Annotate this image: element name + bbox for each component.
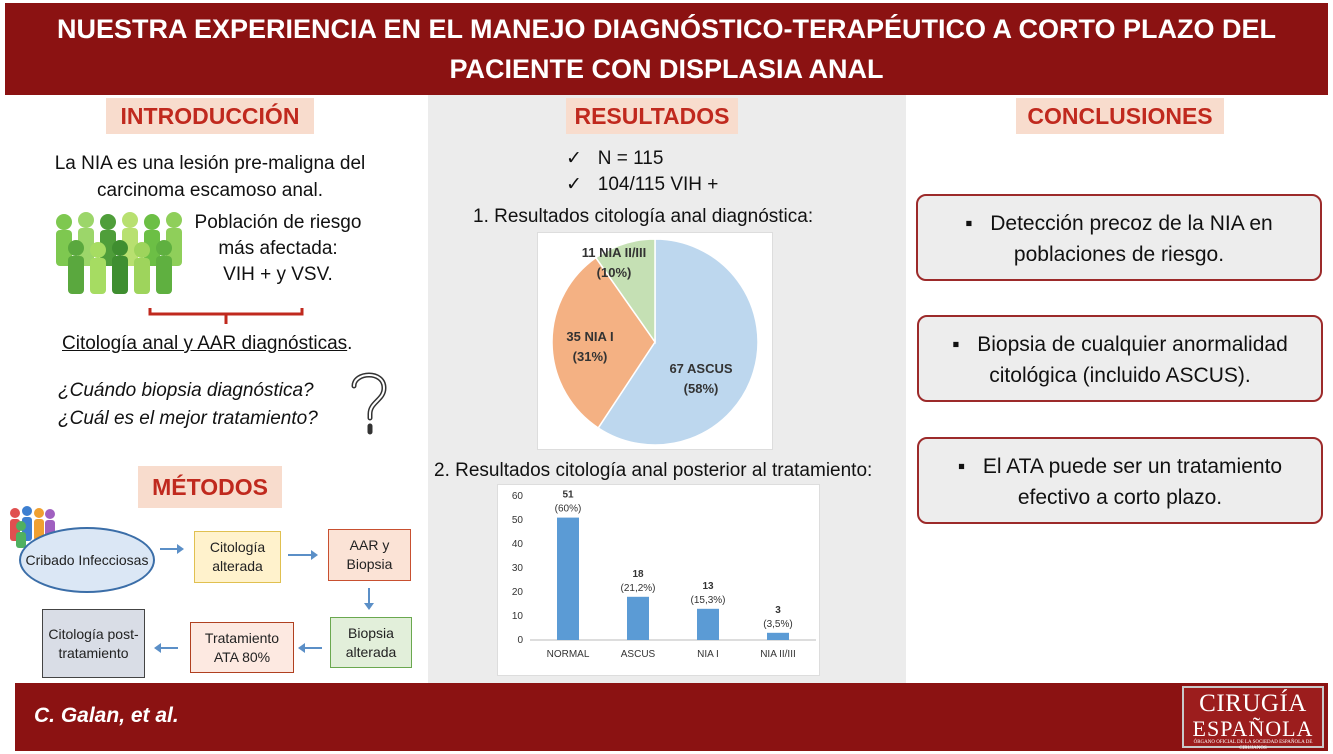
conclusion-3-line1 [919,451,1321,482]
logo-line1: CIRUGÍA [1199,690,1307,717]
arrow-2 [288,554,316,556]
conclusion-1-line1 [918,208,1320,239]
vih-line [566,172,718,198]
bar-percent-label: (3,5%) [763,618,793,630]
intro-questions [58,377,318,433]
bracket-connector [148,306,304,326]
intro-text [20,150,400,204]
check-icon: ✓ [566,148,582,169]
results-summary [566,146,718,198]
poster-footer [15,683,1328,751]
pie-label: 35 NIA I [566,329,614,344]
x-tick-label: NIA II/III [760,649,796,660]
bar [767,633,789,640]
bar-value-label: 18 [632,568,644,580]
bar-chart-panel [497,484,820,676]
arrow-3 [368,588,370,608]
poster-title-line1: NUESTRA EXPERIENCIA EN EL MANEJO DIAGNÓSTICO-TERAPÉUTICO A CORTO PLAZO DEL [56,14,1277,44]
bullet-icon: ▪ [957,455,966,478]
pie-label: 11 NIA II/III [581,245,647,260]
y-tick-label: 10 [511,611,523,622]
cyto-text: Citología anal y AAR diagnósticas [62,333,348,354]
bar-percent-label: (21,2%) [620,582,656,594]
bar [557,518,579,640]
authors: C. Galan, et al. [34,704,179,727]
x-tick-label: ASCUS [620,649,656,660]
bullet-icon: ▪ [965,212,973,235]
y-tick-label: 0 [517,635,523,646]
question-2: ¿Cuál es el mejor tratamiento? [58,408,318,429]
bar-percent-label: (60%) [554,503,582,515]
n-line [566,146,718,172]
conclusion-2 [917,315,1323,402]
conclusions-title: CONCLUSIONES [1016,98,1224,134]
conclusion-2-line1 [919,329,1321,360]
bar [627,597,649,640]
conclusion-3 [917,437,1323,524]
bar-value-label: 13 [702,580,714,592]
conclusion-3-text-a: El ATA puede ser un tratamiento [982,455,1283,478]
conclusion-1-line2: poblaciones de riesgo. [1013,243,1225,266]
conclusion-1-text-a: Detección precoz de la NIA en [990,212,1273,235]
arrow-4 [300,647,322,649]
methods-title: MÉTODOS [138,466,282,508]
conclusion-1 [916,194,1322,281]
risk-line1: Población de riesgo [194,212,362,233]
x-tick-label: NIA I [697,649,719,660]
poster-header [5,3,1328,95]
conclusion-2-line2: citológica (incluido ASCUS). [989,364,1251,387]
risk-line2: más afectada: [218,238,338,259]
chart1-title: 1. Resultados citología anal diagnóstica: [473,206,814,227]
biopsia-alterada-node: Biopsia alterada [330,617,412,668]
results-title: RESULTADOS [566,98,738,134]
intro-line1: La NIA es una lesión pre-maligna del [54,153,366,174]
pie-percent-label: (58%) [683,381,719,396]
aar-biopsia-node: AAR y Biopsia [328,529,411,581]
x-tick-label: NORMAL [546,649,590,660]
poster-title-line2: PACIENTE CON DISPLASIA ANAL [449,54,884,84]
bullet-icon: ▪ [952,333,960,356]
cyto-line [62,333,352,355]
arrow-1 [160,548,182,550]
pie-percent-label: (10%) [596,265,632,280]
n-text: N = 115 [597,148,664,169]
cyto-period: . [347,333,353,354]
check-icon: ✓ [566,174,582,195]
intro-title: INTRODUCCIÓN [106,98,314,134]
logo-line3: ÓRGANO OFICIAL DE LA SOCIEDAD ESPAÑOLA DE CIRUJANOS [1193,740,1313,751]
y-tick-label: 30 [511,563,523,574]
cito-alterada-node: Citología alterada [194,531,281,583]
bar-value-label: 51 [562,489,574,501]
pie-chart-panel [537,232,773,450]
pie-label: 67 ASCUS [669,361,733,376]
vih-text: 104/115 VIH + [597,174,719,195]
bar-percent-label: (15,3%) [690,594,726,606]
cito-post-node: Citología post-tratamiento [42,609,145,678]
arrow-5 [156,647,178,649]
conclusion-2-text-a: Biopsia de cualquier anormalidad [977,333,1288,356]
question-1: ¿Cuándo biopsia diagnóstica? [58,380,314,401]
chart2-title: 2. Resultados citología anal posterior al tratamiento: [434,460,873,481]
question-mark-icon [346,368,392,436]
y-tick-label: 40 [511,539,523,550]
risk-population [193,210,363,288]
cribado-node: Cribado Infecciosas [19,527,155,593]
journal-logo [1182,686,1324,751]
conclusion-3-line2: efectivo a corto plazo. [1017,486,1223,509]
intro-line2: carcinoma escamoso anal. [97,180,323,201]
bar-chart [498,485,821,677]
logo-line2: ESPAÑOLA [1192,716,1314,741]
tratamiento-node: Tratamiento ATA 80% [190,622,294,673]
y-tick-label: 50 [511,515,523,526]
y-tick-label: 20 [511,587,523,598]
pie-percent-label: (31%) [572,349,608,364]
bar [697,609,719,640]
crowd-icon [50,208,188,296]
pie-chart [538,233,774,451]
risk-line3: VIH + y VSV. [223,264,333,285]
bar-value-label: 3 [775,604,781,616]
y-tick-label: 60 [511,491,523,502]
